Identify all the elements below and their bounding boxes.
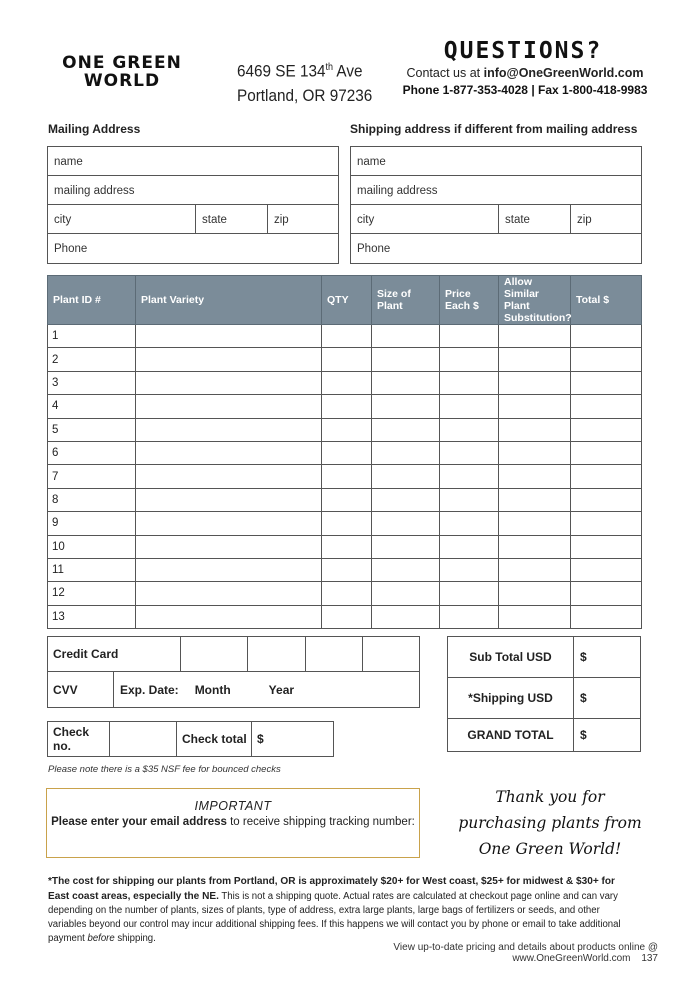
mailing-name-field[interactable]: name (54, 156, 83, 168)
cell-total[interactable] (571, 348, 642, 371)
cell-plant-variety[interactable] (136, 605, 322, 628)
order-row (48, 441, 642, 464)
order-row (48, 348, 642, 371)
col-qty: QTY (322, 276, 372, 325)
order-row (48, 418, 642, 441)
order-table (47, 275, 642, 629)
cvv-row (47, 671, 420, 708)
cell-qty[interactable] (322, 348, 372, 371)
phone-fax-line: Phone 1-877-353-4028 | Fax 1-800-418-9983 (402, 83, 648, 97)
shipping-label: *Shipping USD (448, 678, 574, 718)
cell-qty[interactable] (322, 558, 372, 581)
cell-price[interactable] (440, 605, 499, 628)
shipping-name-field[interactable]: name (357, 156, 386, 168)
credit-card-row (47, 636, 420, 672)
credit-card-label: Credit Card (48, 637, 181, 671)
card-number-box-1[interactable] (181, 637, 248, 671)
cell-substitution[interactable] (499, 465, 571, 488)
cell-substitution[interactable] (499, 512, 571, 535)
cell-total[interactable] (571, 418, 642, 441)
mailing-phone-field[interactable]: Phone (54, 243, 88, 255)
cell-substitution[interactable] (499, 348, 571, 371)
cell-price[interactable] (440, 512, 499, 535)
cell-qty[interactable] (322, 465, 372, 488)
order-body (48, 325, 642, 629)
cell-size[interactable] (372, 395, 440, 418)
cell-plant-variety[interactable] (136, 418, 322, 441)
cell-total[interactable] (571, 441, 642, 464)
shipping-field[interactable]: $ (580, 691, 587, 705)
cell-price[interactable] (440, 441, 499, 464)
subtotal-label: Sub Total USD (448, 637, 574, 677)
contact-line: Contact us at info@OneGreenWorld.com (406, 66, 644, 80)
cell-plant-variety[interactable] (136, 488, 322, 511)
cell-qty[interactable] (322, 395, 372, 418)
grand-total-label: GRAND TOTAL (448, 719, 574, 751)
cell-size[interactable] (372, 325, 440, 348)
mailing-address-form (47, 146, 339, 264)
check-no-label: Check no. (48, 722, 110, 756)
cell-size[interactable] (372, 371, 440, 394)
page-number: 137 (641, 953, 658, 964)
cell-qty[interactable] (322, 512, 372, 535)
shipping-address-field[interactable]: mailing address (357, 185, 438, 197)
cell-substitution[interactable] (499, 558, 571, 581)
mailing-zip-field[interactable]: zip (274, 214, 289, 226)
cell-plant-id[interactable]: 3 (48, 371, 136, 394)
month-label: Month (194, 682, 231, 697)
cell-total[interactable] (571, 535, 642, 558)
card-number-box-4[interactable] (363, 637, 419, 671)
cell-plant-id[interactable]: 12 (48, 582, 136, 605)
cell-price[interactable] (440, 558, 499, 581)
check-total-label: Check total (177, 722, 252, 756)
cell-qty[interactable] (322, 441, 372, 464)
mailing-state-field[interactable]: state (196, 205, 268, 233)
cell-plant-id[interactable]: 2 (48, 348, 136, 371)
cell-size[interactable] (372, 465, 440, 488)
cell-size[interactable] (372, 348, 440, 371)
cell-total[interactable] (571, 512, 642, 535)
col-substitution: Allow Similar Plant Substitution? (499, 276, 571, 325)
shipping-heading: Shipping address if different from mailing address (350, 122, 638, 136)
cell-qty[interactable] (322, 371, 372, 394)
shipping-state-field[interactable]: state (499, 205, 571, 233)
shipping-city-field[interactable]: city (351, 205, 499, 233)
shipping-address-form (350, 146, 642, 264)
cell-qty[interactable] (322, 325, 372, 348)
cell-plant-variety[interactable] (136, 325, 322, 348)
col-size: Size of Plant (372, 276, 440, 325)
order-row (48, 465, 642, 488)
col-price: Price Each $ (440, 276, 499, 325)
cell-size[interactable] (372, 558, 440, 581)
shipping-zip-field[interactable]: zip (577, 214, 592, 226)
check-row (47, 721, 334, 757)
cell-price[interactable] (440, 418, 499, 441)
cell-substitution[interactable] (499, 488, 571, 511)
cell-plant-id[interactable]: 1 (48, 325, 136, 348)
logo-line-1: ONE GREEN (62, 53, 182, 73)
order-row (48, 535, 642, 558)
subtotal-field[interactable]: $ (580, 650, 587, 664)
important-title: IMPORTANT (194, 799, 272, 813)
cell-size[interactable] (372, 488, 440, 511)
address-line-2: Portland, OR 97236 (237, 85, 373, 105)
cell-plant-id[interactable]: 6 (48, 441, 136, 464)
page-footer (275, 942, 658, 964)
company-address (237, 56, 372, 108)
cell-plant-id[interactable]: 4 (48, 395, 136, 418)
cell-qty[interactable] (322, 582, 372, 605)
cell-plant-id[interactable]: 13 (48, 605, 136, 628)
cell-plant-id[interactable]: 7 (48, 465, 136, 488)
cell-plant-id[interactable]: 9 (48, 512, 136, 535)
cell-total[interactable] (571, 605, 642, 628)
order-header-row (48, 276, 642, 325)
cell-substitution[interactable] (499, 605, 571, 628)
cell-price[interactable] (440, 488, 499, 511)
cell-size[interactable] (372, 512, 440, 535)
cell-total[interactable] (571, 558, 642, 581)
order-row (48, 325, 642, 348)
cell-price[interactable] (440, 371, 499, 394)
cell-plant-id[interactable]: 8 (48, 488, 136, 511)
important-text: Please enter your email address to receive shipping tracking number: (51, 816, 415, 828)
shipping-cost-note: *The cost for shipping our plants from Portland, OR is approximately $20+ for West coast, $25+ for midwest & $30+ for East coast areas, especially the NE. This is not a shipping quote. Actual rates are calculated at checkout page online and can vary depending on the number of plants, sizes of plants, type of address, extra large plants, large bags of fertilizers or seeds, and other variables beyond our control may incur additional shipping fees. If this happens we will contact you by phone or email to take additional payment before shipping. (48, 875, 621, 944)
col-plant-id: Plant ID # (48, 276, 136, 325)
shipping-phone-field[interactable]: Phone (357, 243, 391, 255)
cell-price[interactable] (440, 325, 499, 348)
order-row (48, 558, 642, 581)
cell-substitution[interactable] (499, 371, 571, 394)
cell-price[interactable] (440, 395, 499, 418)
cell-plant-variety[interactable] (136, 465, 322, 488)
cell-total[interactable] (571, 371, 642, 394)
cell-plant-variety[interactable] (136, 582, 322, 605)
order-row (48, 371, 642, 394)
col-plant-variety: Plant Variety (136, 276, 322, 325)
cell-total[interactable] (571, 488, 642, 511)
cell-price[interactable] (440, 348, 499, 371)
cell-substitution[interactable] (499, 395, 571, 418)
address-line-1: 6469 SE 134th Ave (237, 61, 363, 81)
year-label: Year (268, 682, 295, 697)
order-row (48, 582, 642, 605)
company-logo (54, 54, 190, 90)
col-total: Total $ (571, 276, 642, 325)
cell-qty[interactable] (322, 535, 372, 558)
cell-size[interactable] (372, 441, 440, 464)
cell-size[interactable] (372, 605, 440, 628)
exp-date-field[interactable] (114, 672, 419, 707)
cell-plant-id[interactable]: 11 (48, 558, 136, 581)
check-no-field[interactable] (110, 722, 177, 756)
mailing-address-field[interactable]: mailing address (54, 185, 135, 197)
exp-date-label: Exp. Date: (120, 682, 179, 697)
cell-substitution[interactable] (499, 582, 571, 605)
cell-price[interactable] (440, 465, 499, 488)
order-row (48, 488, 642, 511)
order-row (48, 512, 642, 535)
grand-total-field[interactable]: $ (580, 728, 587, 742)
mailing-city-field[interactable]: city (48, 205, 196, 233)
check-total-field[interactable]: $ (257, 732, 264, 746)
logo-line-2: WORLD (83, 71, 161, 91)
cell-total[interactable] (571, 395, 642, 418)
cell-price[interactable] (440, 535, 499, 558)
cell-qty[interactable] (322, 488, 372, 511)
mailing-heading: Mailing Address (48, 122, 141, 136)
cell-total[interactable] (571, 582, 642, 605)
order-row (48, 395, 642, 418)
nsf-note: Please note there is a $35 NSF fee for bounced checks (48, 764, 281, 775)
cell-plant-id[interactable]: 5 (48, 418, 136, 441)
cell-plant-variety[interactable] (136, 395, 322, 418)
footer-link-text[interactable]: View up-to-date pricing and details about products online @ www.OneGreenWorld.com (393, 942, 658, 964)
cell-substitution[interactable] (499, 325, 571, 348)
order-row (48, 605, 642, 628)
cvv-field[interactable]: CVV (48, 672, 114, 707)
card-number-box-2[interactable] (248, 637, 306, 671)
cell-plant-variety[interactable] (136, 512, 322, 535)
cell-size[interactable] (372, 582, 440, 605)
cell-plant-variety[interactable] (136, 535, 322, 558)
cell-plant-variety[interactable] (136, 558, 322, 581)
email-important-box[interactable] (46, 788, 420, 858)
cell-total[interactable] (571, 325, 642, 348)
cell-size[interactable] (372, 535, 440, 558)
contact-email[interactable]: info@OneGreenWorld.com (483, 66, 644, 80)
questions-title: QUESTIONS? (443, 38, 603, 64)
thank-you-message: Thank you for purchasing plants from One Green World! (458, 788, 642, 858)
card-number-box-3[interactable] (306, 637, 363, 671)
cell-substitution[interactable] (499, 535, 571, 558)
cell-plant-id[interactable]: 10 (48, 535, 136, 558)
totals-box (447, 636, 641, 752)
cell-substitution[interactable] (499, 441, 571, 464)
cell-plant-variety[interactable] (136, 441, 322, 464)
cell-size[interactable] (372, 418, 440, 441)
cell-total[interactable] (571, 465, 642, 488)
cell-price[interactable] (440, 582, 499, 605)
cell-substitution[interactable] (499, 418, 571, 441)
cell-qty[interactable] (322, 418, 372, 441)
cell-plant-variety[interactable] (136, 348, 322, 371)
cell-plant-variety[interactable] (136, 371, 322, 394)
cell-qty[interactable] (322, 605, 372, 628)
